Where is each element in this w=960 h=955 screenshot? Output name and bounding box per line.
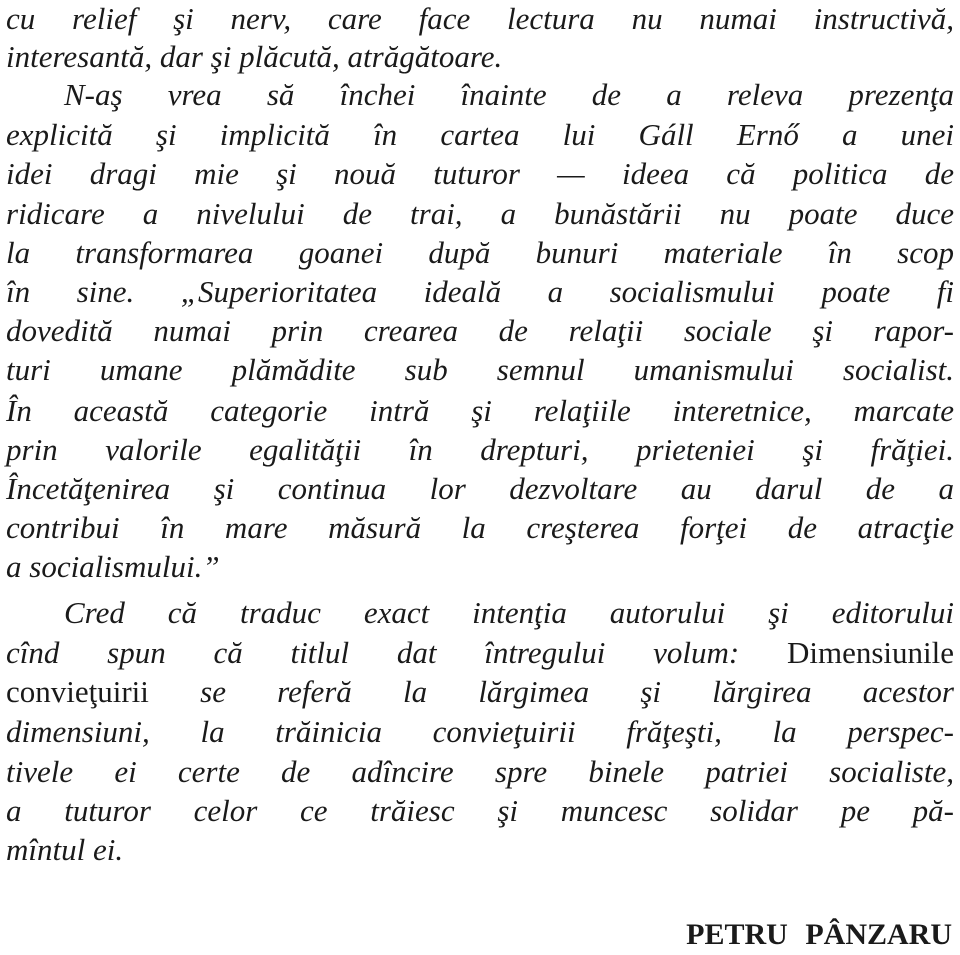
- text-segment: cînd spun că titlul dat întregului volum:: [6, 635, 740, 670]
- text-line: [6, 673, 954, 711]
- text-line: turi umane plămădite sub semnul umanismului socialist.: [6, 352, 954, 387]
- text-line: ridicare a nivelului de trai, a bunăstării nu poate duce: [6, 196, 954, 231]
- text-line: mîntul ei.: [6, 832, 124, 867]
- text-line: Încetăţenirea şi continua lor dezvoltare au darul de a: [6, 471, 954, 506]
- paragraph-first-line: N-aş vrea să închei înainte de a releva prezenţa: [64, 77, 954, 112]
- text-line: la transformarea goanei după bunuri materiale în scop: [6, 235, 954, 270]
- text-line: tivele ei certe de adîncire spre binele patriei socialiste,: [6, 754, 954, 789]
- text-line: prin valorile egalităţii în drepturi, prieteniei şi frăţiei.: [6, 432, 954, 467]
- text-segment: se referă la lărgimea şi lărgirea acestor: [200, 674, 954, 709]
- volume-title: convieţuirii: [6, 674, 149, 709]
- text-line: contribui în mare măsură la creşterea forţei de atracţie: [6, 510, 954, 545]
- text-line: în sine. „Superioritatea ideală a socialismului poate fi: [6, 274, 954, 309]
- text-line: a tuturor celor ce trăiesc şi muncesc solidar pe pă-: [6, 793, 954, 828]
- text-line: dovedită numai prin crearea de relaţii sociale şi rapor-: [6, 313, 954, 348]
- text-line: explicită şi implicită în cartea lui Gáll Ernő a unei: [6, 117, 954, 152]
- text-line: cu relief şi nerv, care face lectura nu numai instructivă,: [6, 1, 954, 36]
- text-line: a socialismului.”: [6, 549, 220, 584]
- paragraph-first-line: Cred că traduc exact intenţia autorului şi editorului: [64, 595, 954, 630]
- author-signature: PETRU PÂNZARU: [686, 918, 952, 951]
- text-line: [6, 634, 954, 672]
- text-line: interesantă, dar şi plăcută, atrăgătoare.: [6, 39, 503, 74]
- volume-title: Dimensiunile: [786, 635, 954, 670]
- text-line: idei dragi mie şi nouă tuturor — ideea că politica de: [6, 156, 954, 191]
- text-line: În această categorie intră şi relaţiile interetnice, marcate: [6, 393, 954, 428]
- text-line: dimensiuni, la trăinicia convieţuirii frăţeşti, la perspec-: [6, 714, 954, 749]
